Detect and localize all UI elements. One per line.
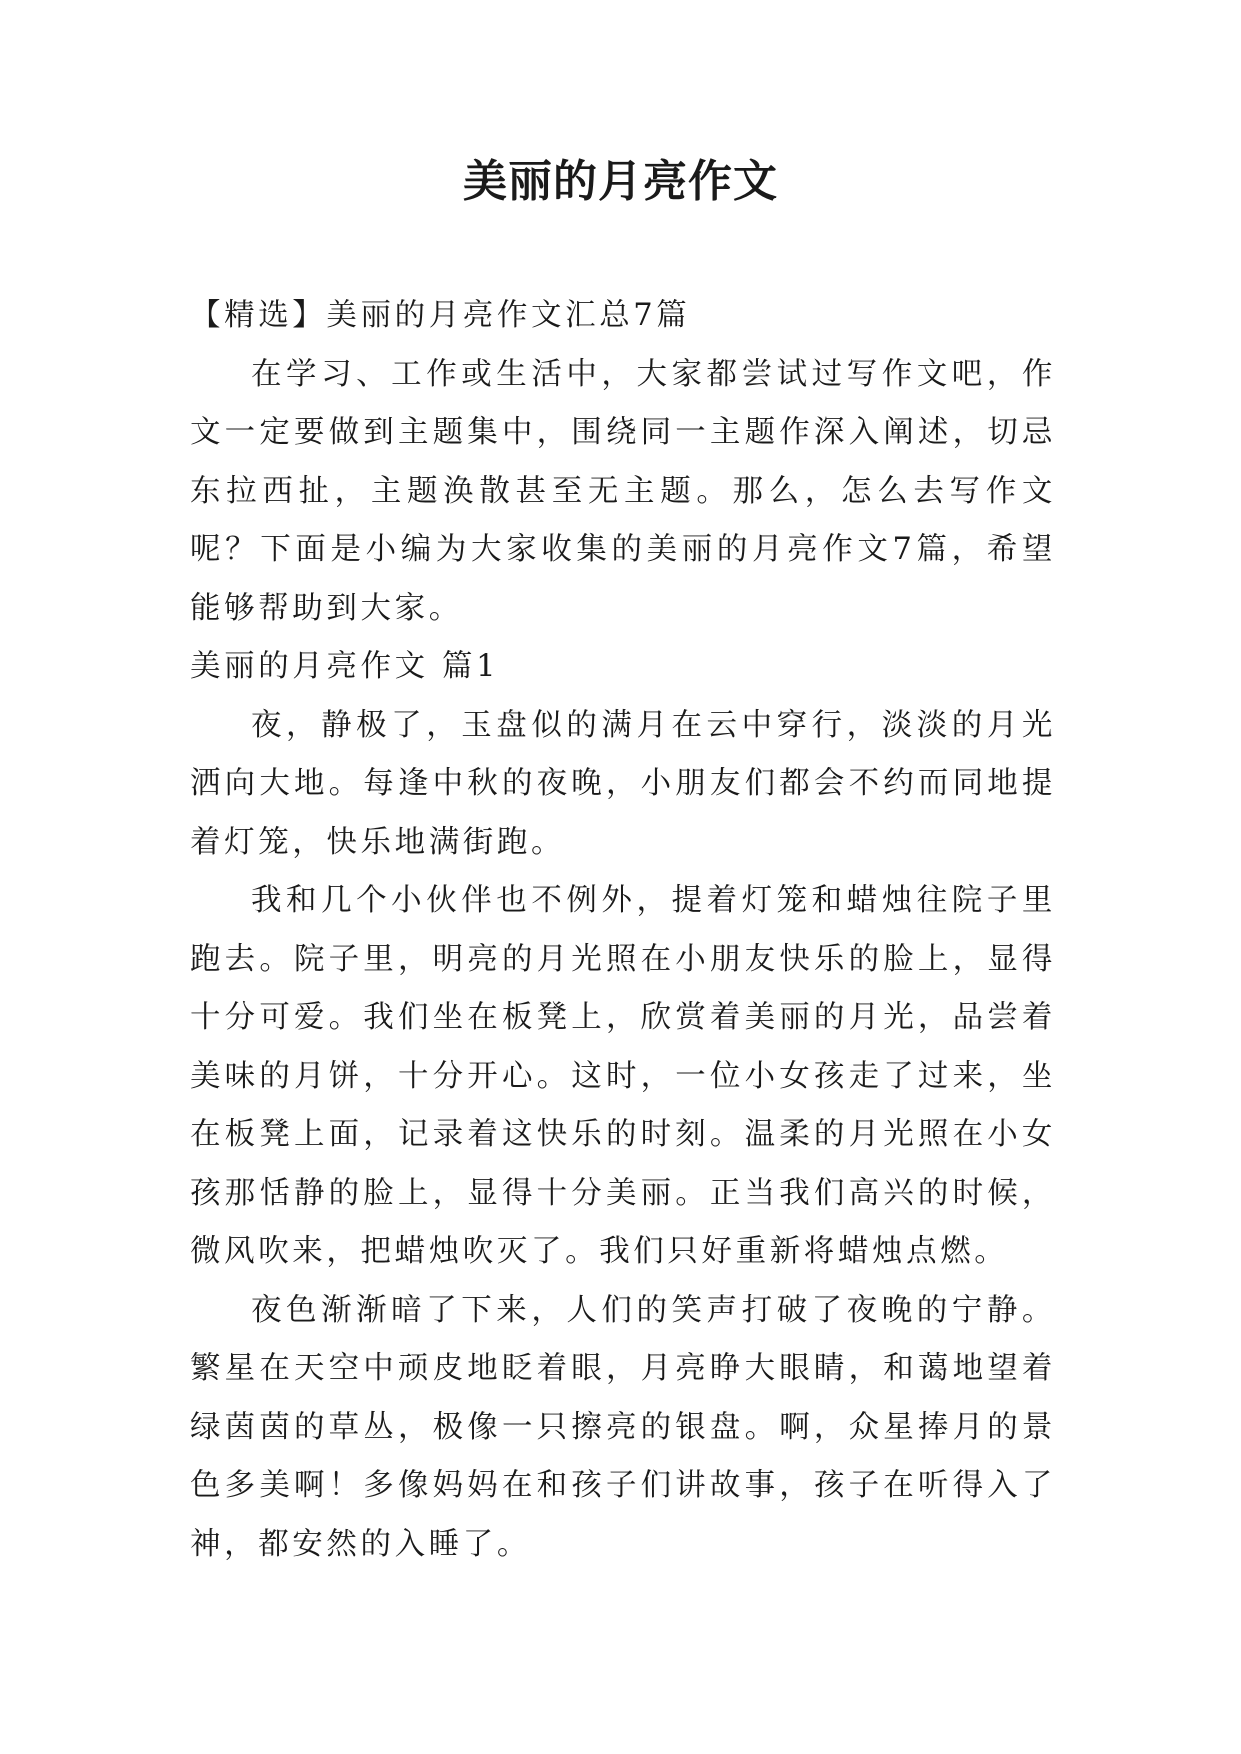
document-subtitle: 【精选】美丽的月亮作文汇总7篇 — [190, 298, 691, 333]
document-title: 美丽的月亮作文 — [463, 156, 778, 207]
body-paragraph: 夜色渐渐暗了下来，人们的笑声打破了夜晚的宁静。繁星在天空中顽皮地眨着眼，月亮睁大眼睛，和蔼地望着绿茵茵的草丛，极像一只擦亮的银盘。啊，众星捧月的景色多美啊！多像妈妈在和孩子们讲故事，孩子在听得入了神，都安然的入睡了。 — [190, 1292, 1056, 1562]
section-heading: 美丽的月亮作文 篇1 — [190, 649, 500, 684]
document-body — [190, 287, 1056, 1574]
intro-paragraph: 在学习、工作或生活中，大家都尝试过写作文吧，作文一定要做到主题集中，围绕同一主题作深入阐述，切忌东拉西扯，主题涣散甚至无主题。那么，怎么去写作文呢？下面是小编为大家收集的美丽的月亮作文7篇，希望能够帮助到大家。 — [190, 356, 1056, 626]
body-paragraph: 夜，静极了，玉盘似的满月在云中穿行，淡淡的月光洒向大地。每逢中秋的夜晚，小朋友们都会不约而同地提着灯笼，快乐地满街跑。 — [190, 707, 1056, 860]
body-paragraph: 我和几个小伙伴也不例外，提着灯笼和蜡烛往院子里跑去。院子里，明亮的月光照在小朋友快乐的脸上，显得十分可爱。我们坐在板凳上，欣赏着美丽的月光，品尝着美味的月饼，十分开心。这时，一位小女孩走了过来，坐在板凳上面，记录着这快乐的时刻。温柔的月光照在小女孩那恬静的脸上，显得十分美丽。正当我们高兴的时候，微风吹来，把蜡烛吹灭了。我们只好重新将蜡烛点燃。 — [190, 883, 1056, 1269]
